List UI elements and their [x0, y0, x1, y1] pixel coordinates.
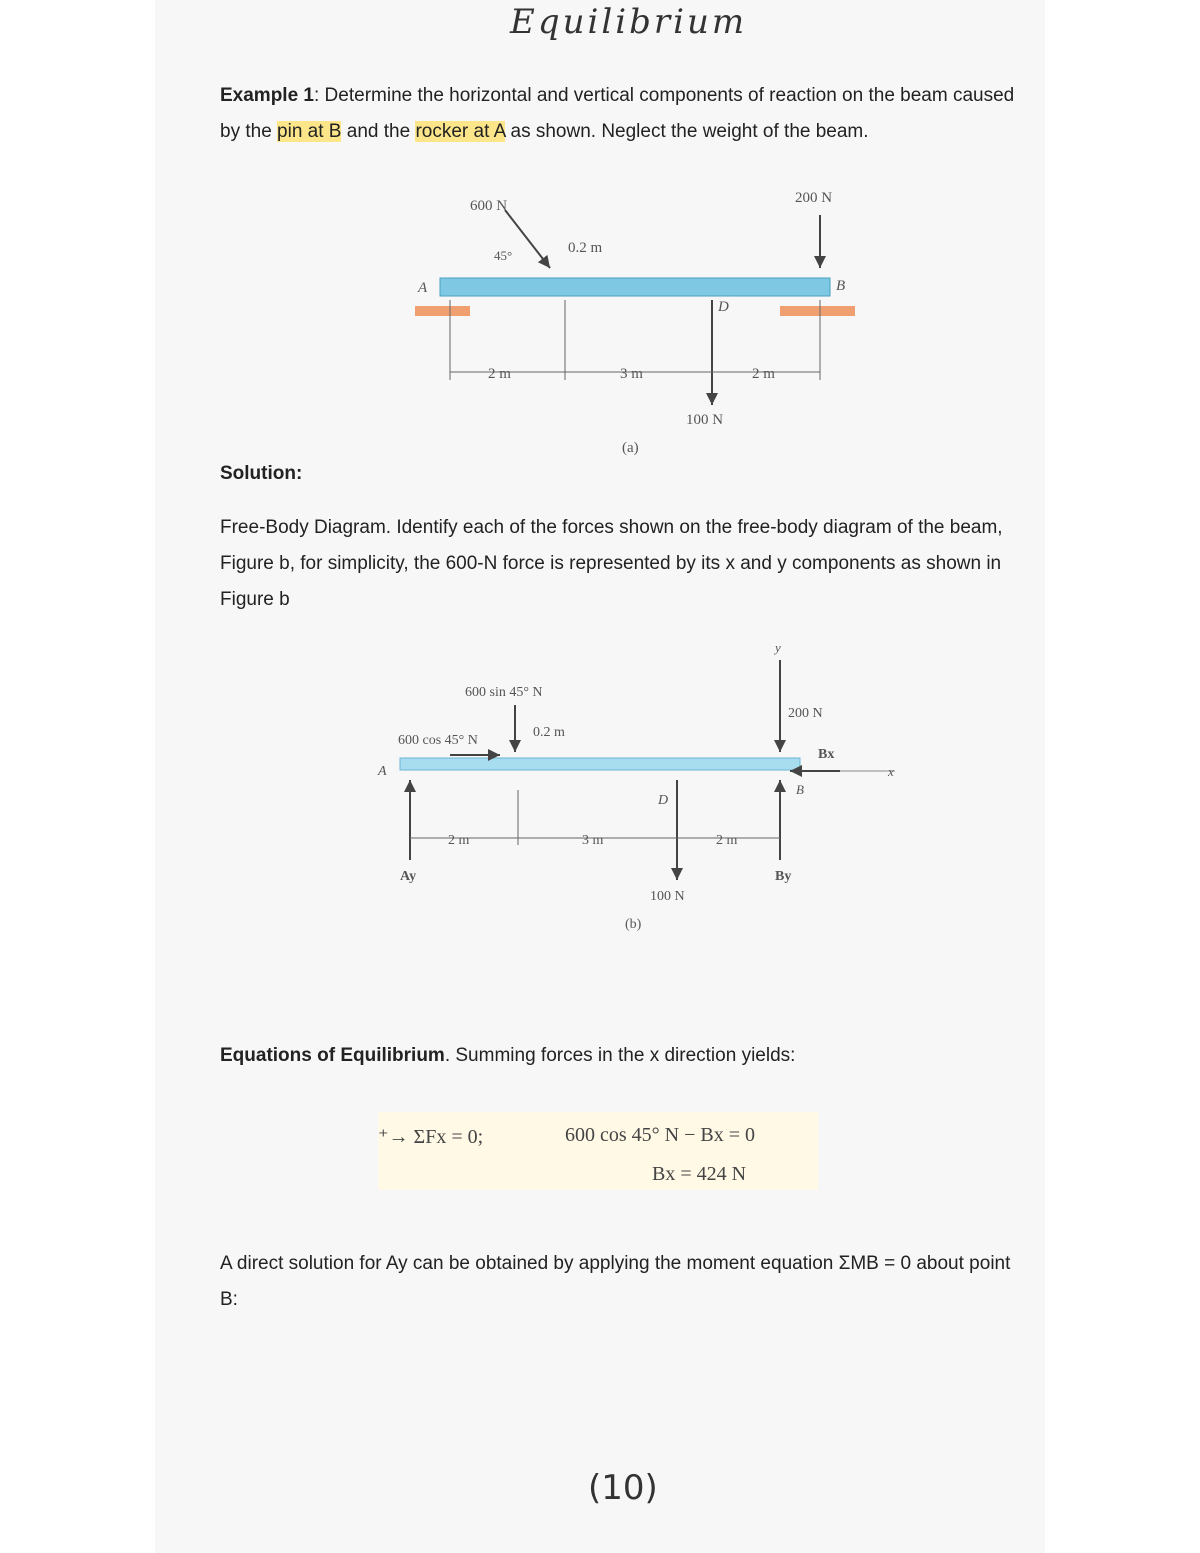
example-text-c: as shown. Neglect the weight of the beam.: [505, 121, 869, 142]
label-dim-2: 3 m: [620, 366, 643, 382]
label-200n: 200 N: [795, 190, 833, 206]
label-cos: 600 cos 45° N: [398, 733, 478, 748]
label-dim-3: 2 m: [716, 833, 738, 848]
label-point-b: B: [836, 278, 846, 294]
beam: [400, 758, 800, 770]
label-dim-1: 2 m: [488, 366, 511, 382]
equations-paragraph: [220, 1038, 1020, 1074]
fbd-paragraph: Free-Body Diagram. Identify each of the forces shown on the free-body diagram of the beam, Figure b, for simplicity, the 600-N force is represented by its x and y components as shown in Figure b: [220, 517, 1003, 610]
example-text-b: and the: [341, 121, 416, 142]
highlight-rocker: rocker at A: [415, 121, 506, 142]
figure-b-caption: (b): [625, 917, 642, 932]
figure-b: [370, 640, 910, 940]
highlight-pin: pin at B: [277, 121, 342, 142]
example-label: Example 1: [220, 85, 314, 106]
equation-bx-result: Bx = 424 N: [652, 1163, 747, 1185]
label-point-d: D: [658, 793, 669, 808]
label-100n: 100 N: [686, 412, 724, 428]
page-title: Equilibrium: [510, 2, 748, 42]
rocker-support: [415, 306, 470, 316]
label-sin: 600 sin 45° N: [465, 685, 543, 700]
label-gap: 0.2 m: [568, 240, 603, 256]
moment-paragraph: A direct solution for Ay can be obtained by applying the moment equation ΣMB = 0 about point B:: [220, 1253, 1011, 1310]
label-angle: 45°: [494, 248, 513, 263]
label-dim-1: 2 m: [448, 833, 470, 848]
figure-a-caption: (a): [622, 440, 639, 456]
label-point-a: A: [418, 280, 428, 296]
label-bx: Bx: [818, 747, 835, 762]
label-ay: Ay: [400, 869, 417, 884]
label-600n: 600 N: [470, 198, 508, 214]
label-point-a: A: [378, 764, 387, 779]
equations-heading: Equations of Equilibrium: [220, 1045, 445, 1066]
label-100n: 100 N: [650, 889, 685, 904]
example-text-a: : Determine the horizontal and vertical components of reaction on the beam caused by the: [220, 85, 1015, 142]
equation-x-balance: 600 cos 45° N − Bx = 0: [565, 1124, 755, 1146]
example-paragraph: [220, 78, 1020, 150]
beam: [440, 278, 830, 296]
label-dim-2: 3 m: [582, 833, 604, 848]
figure-a: [390, 180, 890, 460]
label-gap: 0.2 m: [533, 725, 565, 740]
solution-heading: Solution:: [220, 463, 303, 484]
label-by: By: [775, 869, 792, 884]
equation-sum-fx: ⁺→ ΣFx = 0;: [378, 1126, 484, 1148]
page-number: (10): [588, 1468, 658, 1508]
label-point-d: D: [718, 299, 729, 315]
equations-text: . Summing forces in the x direction yields:: [444, 1045, 796, 1066]
label-point-b: B: [796, 782, 804, 797]
label-200n: 200 N: [788, 706, 823, 721]
label-dim-3: 2 m: [752, 366, 775, 382]
label-x-axis: x: [888, 764, 894, 779]
label-y-axis: y: [775, 640, 781, 655]
pin-support: [780, 306, 855, 316]
